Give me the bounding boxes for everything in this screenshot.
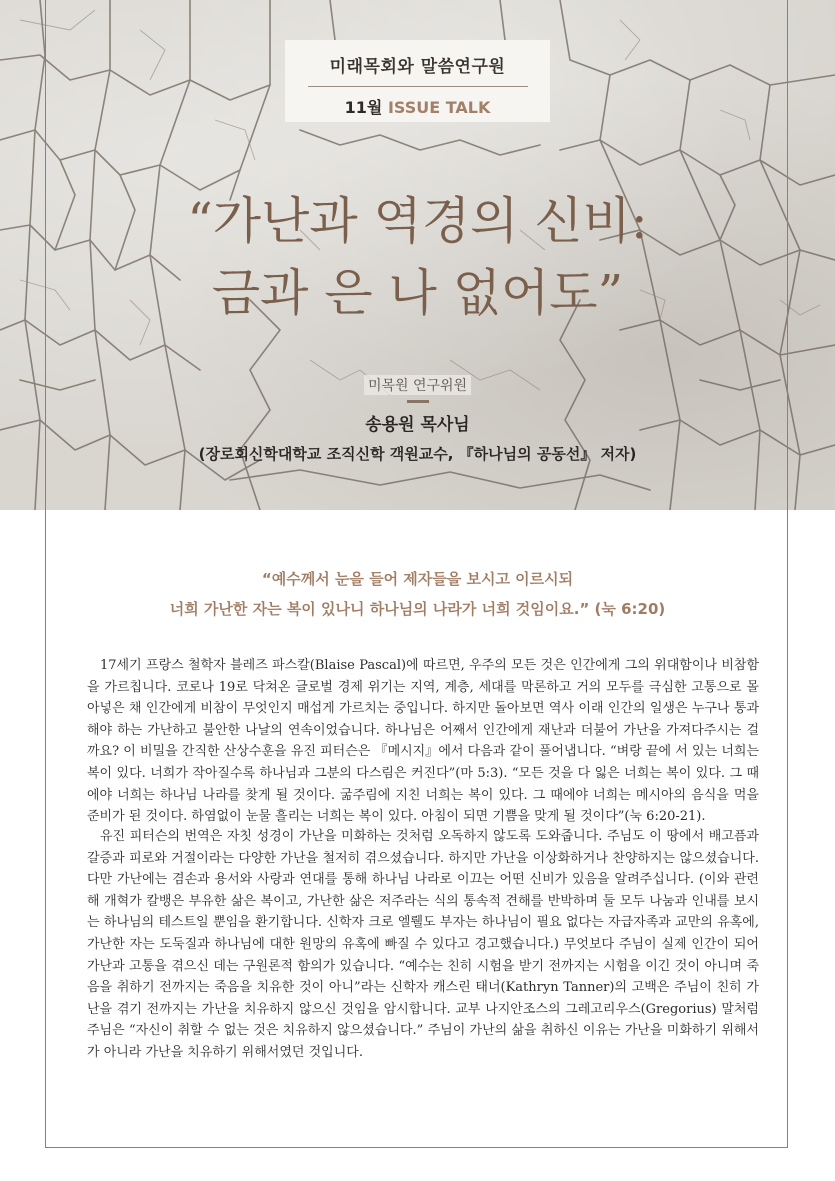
scripture-quote-line-1: “예수께서 눈을 들어 제자들을 보시고 이르시되 [261, 570, 574, 588]
scripture-quote-line-2: 너희 가난한 자는 복이 있나니 하나님의 나라가 너희 것임이요.” (눅 6:20) [169, 600, 666, 618]
body-paragraph-2: 유진 피터슨의 번역은 자칫 성경이 가난을 미화하는 것처럼 오독하지 않도록 도와줍니다. 주님도 이 땅에서 배고픔과 갈증과 피로와 거절이라는 다양한 가난을 철저히 겪으셨습니다. 하지만 가난을 이상화하거나 찬양하지는 않으셨습니다. 다만 가난에는 겸손과 용서와 사랑과 연대를 통해 하나님 나라로 이끄는 어떤 신비가 있음을 알려주십니다. (이와 관련해 개혁가 칼뱅은 부유한 삶은 복이고, 가난한 삶은 저주라는 식의 통속적 견해를 반박하며 둘 모두 나눔과 인내를 보시는 하나님의 테스트일 뿐임을 환기합니다. 신학자 크로 엘뤨도 부자는 하나님이 필요 없다는 자급자족과 교만의 유혹에, 가난한 자는 도둑질과 하나님에 대한 원망의 유혹에 빠질 수 있다고 경고했습니다.) 무엇보다 주님이 실제 인간이 되어 가난과 고통을 겪으신 데는 구원론적 함의가 있습니다. “예수는 친히 시험을 받기 전까지는 시험을 이긴 것이 아니며 죽음을 취하기 전까지는 죽음을 치유한 것이 아니”라는 신학자 캐스린 태너(Kathryn Tanner)의 고백은 주님이 친히 가난을 겪기 전까지는 가난을 치유하지 않으신 것임을 암시합니다. 교부 나지안조스의 그레고리우스(Gregorius) 말처럼 주님은 “자신이 취할 수 없는 것은 치유하지 않으셨습니다.” 주님이 가난의 삶을 취하신 이유는 가난을 미화하기 위해서가 아니라 가난을 치유하기 위해서였던 것입니다. [87, 829, 759, 1060]
page-title-line-2: 금과 은 나 없어도” [211, 264, 624, 322]
banner-divider [308, 86, 528, 87]
author-block [195, 375, 640, 464]
author-affiliation: (장로회신학대학교 조직신학 객원교수, 『하나님의 공동선』 저자) [198, 445, 637, 463]
author-role: 미목원 연구위원 [364, 375, 471, 395]
issue-talk-label: ISSUE TALK [387, 98, 491, 117]
issue-label [285, 95, 550, 118]
author-divider [407, 400, 429, 403]
page-title-line-1: “가난과 역경의 신비: [187, 192, 648, 250]
body-paragraph-1: 17세기 프랑스 철학자 블레즈 파스칼(Blaise Pascal)에 따르면, 우주의 모든 것은 인간에게 그의 위대함이나 비참함을 가르칩니다. 코로나 19로 닥쳐온 글로벌 경제 위기는 지역, 계층, 세대를 막론하고 거의 모두를 극심한 고통으로 몰아넣은 채 인간에게 비참이 무엇인지 매섭게 가르치는 중입니다. 하지만 돌아보면 역사 이래 인간의 일생은 누구나 통과해야 하는 가난하고 불안한 나날의 연속이었습니다. 하나님은 어째서 인간에게 재난과 더불어 가난을 가져다주시는 걸까요? 이 비밀을 간직한 산상수훈을 유진 피터슨은 『메시지』에서 다음과 같이 풀어냅니다. “벼랑 끝에 서 있는 너희는 복이 있다. 너희가 작아질수록 하나님과 그분의 다스림은 커진다”(마 5:3). “모든 것을 다 잃은 너희는 복이 있다. 그 때에야 너희는 하나님 나라를 찾게 될 것이다. 굶주림에 지친 너희는 복이 있다. 그 때에야 너희는 메시아의 음식을 먹을 준비가 된 것이다. 하염없이 눈물 흘리는 너희는 복이 있다. 아침이 되면 기쁨을 맞게 될 것이다”(눅 6:20-21). [87, 658, 759, 825]
header-banner [285, 40, 550, 122]
author-name: 송용원 목사님 [365, 415, 470, 435]
issue-month: 11월 [344, 98, 383, 117]
organization-name: 미래목회와 말씀연구원 [329, 57, 506, 77]
